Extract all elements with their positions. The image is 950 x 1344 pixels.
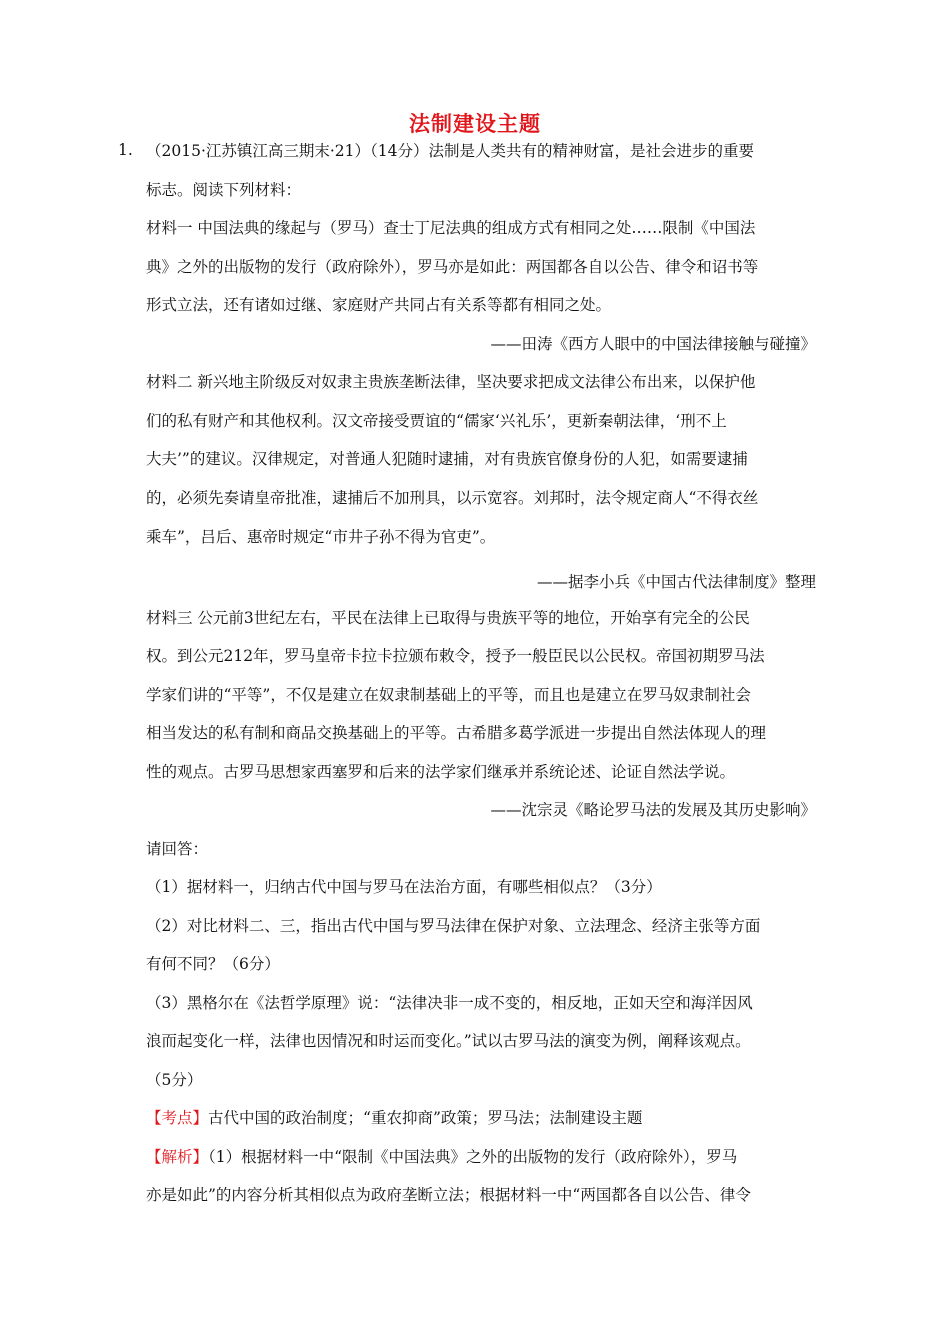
material-1-source: ——田涛《西方人眼中的中国法律接触与碰撞》 [490,335,816,353]
question-intro-line-2: 标志。阅读下列材料： [146,181,302,199]
material-1-line-3: 形式立法，还有诸如过继、家庭财产共同占有关系等都有相同之处。 [146,296,612,314]
material-2-line-4: 的，必须先奏请皇帝批准，逮捕后不加刑具，以示宽容。刘邦时，法令规定商人“不得衣丝 [146,489,759,507]
jiexi-line-1 [146,1147,737,1167]
material-2-line-2: 们的私有财产和其他权利。汉文帝接受贾谊的“儒家‘兴礼乐’，更新秦朝法律，‘刑不上 [146,412,727,430]
sub-question-3-line-3: （5分） [146,1071,203,1089]
sub-question-2-line-2: 有何不同？（6分） [146,955,280,973]
sub-question-1: （1）据材料一，归纳古代中国与罗马在法治方面，有哪些相似点？（3分） [146,878,662,896]
material-3-line-5: 性的观点。古罗马思想家西塞罗和后来的法学家们继承并系统论述、论证自然法学说。 [146,763,736,781]
jiexi-tag: 【解析】 [146,1148,209,1166]
sub-question-3-line-2: 浪而起变化一样，法律也因情况和时运而变化。”试以古罗马法的演变为例，阐释该观点。 [146,1032,751,1050]
material-2-line-5: 乘车”，吕后、惠帝时规定“市井子孙不得为官吏”。 [146,528,496,546]
question-number: 1. [118,141,133,159]
jiexi-text-1: （1）根据材料一中“限制《中国法典》之外的出版物的发行（政府除外），罗马 [208,1148,738,1166]
kaodian-text: 古代中国的政治制度；“重农抑商”政策；罗马法；法制建设主题 [208,1109,643,1127]
material-3-line-3: 学家们讲的“平等”，不仅是建立在奴隶制基础上的平等，而且也是建立在罗马奴隶制社会 [146,686,751,704]
answer-prompt: 请回答： [146,840,209,858]
material-2-line-3: 大夫’”的建议。汉律规定，对普通人犯随时逮捕，对有贵族官僚身份的人犯，如需要逮捕 [146,450,748,468]
kaodian-line [146,1108,642,1128]
material-2-source: ——据李小兵《中国古代法律制度》整理 [536,573,816,591]
question-intro-line-1: （2015·江苏镇江高三期末·21）（14分）法制是人类共有的精神财富，是社会进步的重要 [146,142,754,160]
sub-question-2-line-1: （2）对比材料二、三，指出古代中国与罗马法律在保护对象、立法理念、经济主张等方面 [146,917,761,935]
material-2-line-1: 材料二 新兴地主阶级反对奴隶主贵族垄断法律，坚决要求把成文法律公布出来，以保护他 [146,373,756,391]
sub-question-3-line-1: （3）黑格尔在《法哲学原理》说：“法律决非一成不变的，相反地，正如天空和海洋因风 [146,994,753,1012]
material-1-line-1: 材料一 中国法典的缘起与（罗马）查士丁尼法典的组成方式有相同之处……限制《中国法 [146,219,756,237]
material-1-line-2: 典》之外的出版物的发行（政府除外），罗马亦是如此：两国都各自以公告、律令和诏书等 [146,258,759,276]
document-title: 法制建设主题 [409,111,541,136]
material-3-line-2: 权。到公元212年，罗马皇帝卡拉卡拉颁布敕令，授予一般臣民以公民权。帝国初期罗马法 [146,647,765,665]
material-3-line-4: 相当发达的私有制和商品交换基础上的平等。古希腊多葛学派进一步提出自然法体现人的理 [146,724,767,742]
kaodian-tag: 【考点】 [146,1109,209,1127]
jiexi-line-2: 亦是如此”的内容分析其相似点为政府垄断立法；根据材料一中“两国都各自以公告、律令 [146,1186,751,1204]
material-3-line-1: 材料三 公元前3世纪左右，平民在法律上已取得与贵族平等的地位，开始享有完全的公民 [146,609,750,627]
material-3-source: ——沈宗灵《略论罗马法的发展及其历史影响》 [490,801,816,819]
